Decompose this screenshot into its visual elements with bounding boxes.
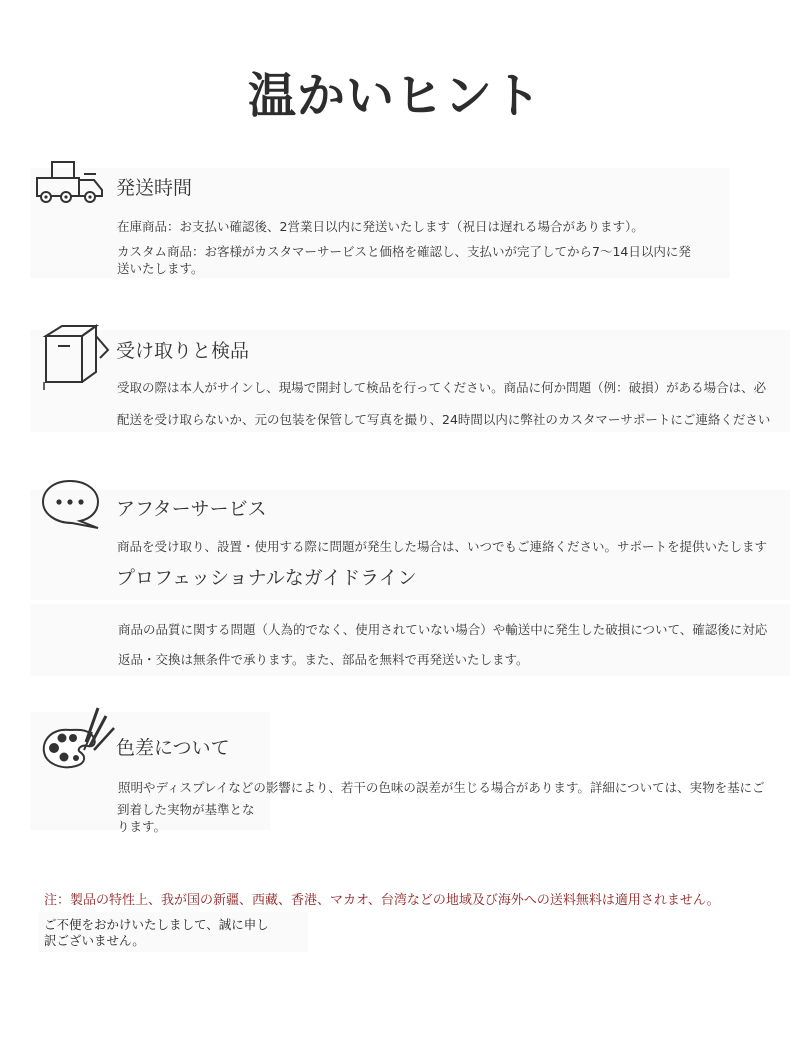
color-heading: 色差について	[116, 737, 230, 759]
receiving-line-2: 配送を受け取らないか、元の包装を保管して写真を撮り、24時間以内に弊社のカスタマーサポートにご連絡ください	[117, 412, 771, 427]
after-service-line-1: 商品を受け取り、設置・使用する際に問題が発生した場合は、いつでもご連絡ください。サポートを提供いたします	[117, 539, 768, 554]
apology-note: ご不便をおかけいたしまして、誠に申し訳ございません。	[44, 917, 269, 948]
shipping-line-2: カスタム商品：お客様がカスタマーサービスと価格を確認し、支払いが完了してから7〜14日以内に発送いたします。	[117, 244, 691, 276]
guideline-heading: プロフェッショナルなガイドライン	[116, 567, 417, 589]
shipping-line-1: 在庫商品：お支払い確認後、2営業日以内に発送いたします（祝日は遅れる場合があります）。	[117, 219, 644, 234]
receiving-line-1: 受取の際は本人がサインし、現場で開封して検品を行ってください。商品に何か問題（例：破損）がある場合は、必	[117, 380, 767, 395]
shipping-heading: 発送時間	[116, 177, 193, 199]
guideline-line-2: 返品・交換は無条件で承ります。また、部品を無料で再発送いたします。	[118, 652, 529, 667]
color-line-1: 照明やディスプレイなどの影響により、若干の色味の誤差が生じる場合があります。詳細については、実物を基にご	[118, 780, 765, 795]
receiving-heading: 受け取りと検品	[116, 340, 250, 362]
page-title: 温かいヒント	[247, 68, 542, 124]
color-line-2: 到着した実物が基準となります。	[117, 802, 255, 834]
truck-icon	[36, 160, 112, 206]
after-service-heading: アフターサービス	[116, 498, 267, 520]
chat-bubble-icon	[40, 478, 106, 532]
palette-icon	[40, 702, 116, 772]
shipping-region-note: 注：製品の特性上、我が国の新疆、西藏、香港、マカオ、台湾などの地域及び海外への送料無料は適用されません。	[44, 893, 720, 908]
box-icon	[40, 322, 114, 394]
guideline-line-1: 商品の品質に関する問題（人為的でなく、使用されていない場合）や輸送中に発生した破損について、確認後に対応	[118, 622, 768, 637]
